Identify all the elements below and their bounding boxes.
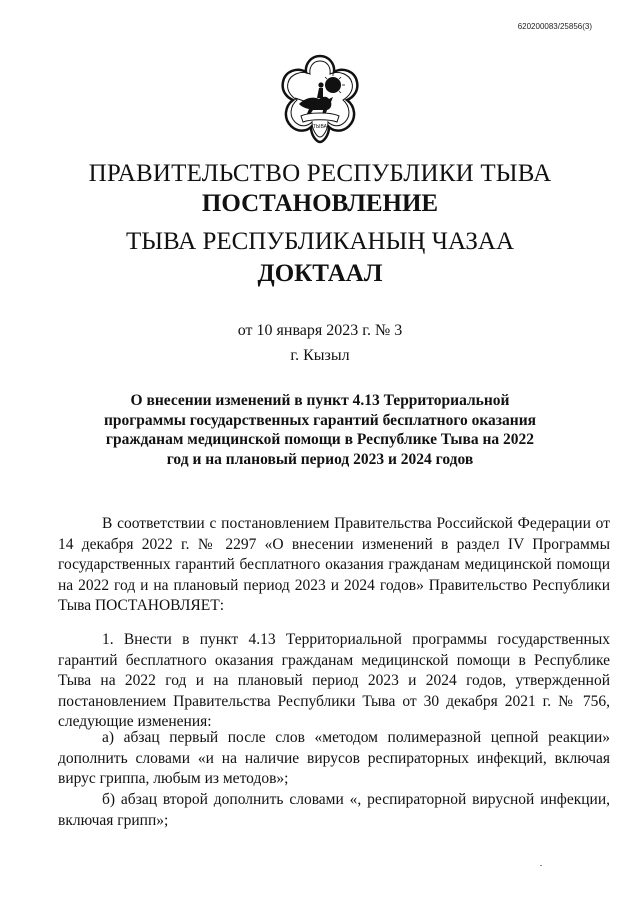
government-heading-ru: ПРАВИТЕЛЬСТВО РЕСПУБЛИКИ ТЫВА [88, 160, 552, 187]
document-type-ru: ПОСТАНОВЛЕНИЕ [201, 190, 439, 217]
paragraph-text: В соответствии с постановлением Правительства Российской Федерации от 14 декабря 2022 г. № 2297 «О внесении изменений в раздел IV Программы государственных гарантий бесплатного оказания гражданам медицинской помощи на 2022 год и на плановый период 2023 и 2024 годов» Правительство Республики Тыва ПОСТАНОВЛЯЕТ: [58, 515, 610, 614]
government-heading-tyv: ТЫВА РЕСПУБЛИКАНЫҢ ЧАЗАА [125, 228, 515, 255]
document-city: г. Кызыл [290, 347, 350, 364]
tuva-emblem-icon [277, 52, 363, 144]
body-paragraph [58, 630, 610, 733]
emblem-caption: ТЫВА [313, 124, 327, 130]
body-paragraph [58, 790, 610, 831]
body-paragraph [58, 728, 610, 790]
body-paragraph [58, 514, 610, 617]
document-type-tyv: ДОКТААЛ [257, 260, 383, 287]
paragraph-text: 1. Внести в пункт 4.13 Территориальной программы государственных гарантий бесплатного оказания гражданам медицинской помощи в Республике Тыва на 2022 год и на плановый период 2023 и 2024 годов, утвержденной постановлением Правительства Республики Тыва от 30 декабря 2021 г. № 756, следующие изменения: [58, 631, 610, 730]
paragraph-text: б) абзац второй дополнить словами «, респираторной вирусной инфекции, включая грипп»; [58, 791, 610, 829]
scan-artifact [540, 865, 542, 866]
document-title: О внесении изменений в пункт 4.13 Территориальной программы государственных гарантий бесплатного оказания гражданам медицинской помощи в Республике Тыва на 2022 год и на плановый период 2023 и 2024 годов [103, 392, 537, 468]
document-number: 620200083/25856(3) [517, 22, 592, 31]
paragraph-text: а) абзац первый после слов «методом полимеразной цепной реакции» дополнить словами «и на наличие вирусов респираторных инфекций, включая вирус гриппа, любым из методов»; [58, 729, 610, 787]
document-date: от 10 января 2023 г. № 3 [237, 322, 403, 339]
